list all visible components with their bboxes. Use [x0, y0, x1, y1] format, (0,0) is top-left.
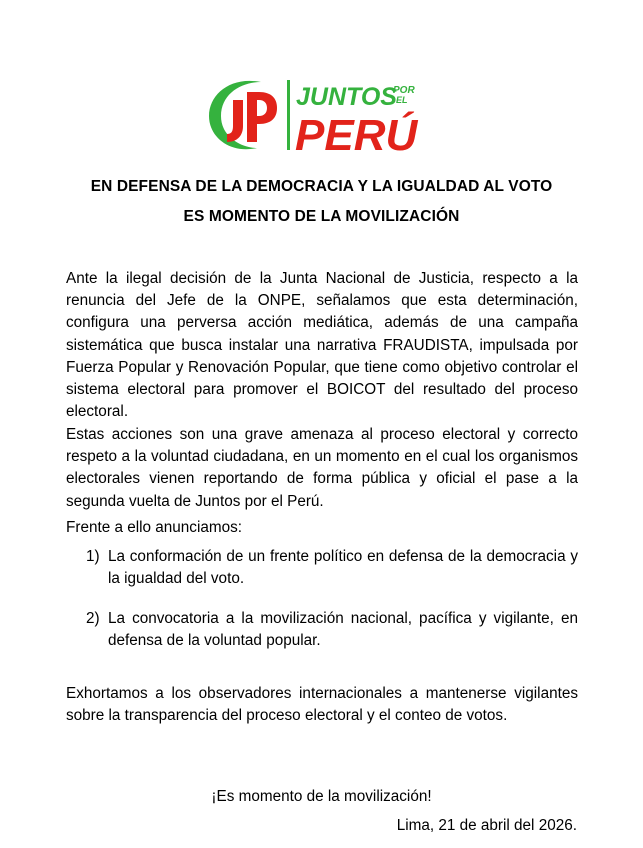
- list-item-number: 1): [86, 548, 100, 565]
- paragraph-2: Estas acciones son una grave amenaza al proceso electoral y correcto respeto a la voluntad ciudadana, en un momento en el cual los organismos electorales vienen reportando de forma pública y oficial el pase a la segunda vuelta de Juntos por el Perú.: [66, 426, 578, 510]
- title-line-1: EN DEFENSA DE LA DEMOCRACIA Y LA IGUALDAD AL VOTO: [90, 178, 553, 195]
- paragraph-3: Frente a ello anunciamos:: [66, 519, 243, 536]
- title-line-2: ES MOMENTO DE LA MOVILIZACIÓN: [183, 208, 460, 225]
- paragraph-1: Ante la ilegal decisión de la Junta Nacional de Justicia, respecto a la renuncia del Jefe de la ONPE, señalamos que esta determinación, configura una perversa acción mediática, además de una campaña sistemática que busca instalar una narrativa FRAUDISTA, impulsada por Fuerza Popular y Renovación Popular, que tiene como objetivo controlar el sistema electoral para promover el BOICOT del resultado del proceso electoral.: [66, 270, 578, 421]
- date-line: Lima, 21 de abril del 2026.: [396, 817, 577, 834]
- logo-text-el: EL: [396, 95, 408, 105]
- logo-p-shape: [247, 92, 277, 142]
- logo-text-peru: PERÚ: [295, 111, 418, 156]
- logo-text-juntos: JUNTOS: [296, 83, 397, 111]
- list-item-text: La convocatoria a la movilización nacional, pacífica y vigilante, en defensa de la voluntad popular.: [108, 610, 578, 650]
- closing-slogan: ¡Es momento de la movilización!: [211, 788, 432, 805]
- logo-text-por: POR: [393, 85, 415, 96]
- party-logo: [203, 72, 439, 156]
- logo-j-shape: [227, 100, 243, 142]
- logo-divider: [287, 80, 290, 150]
- list-item-number: 2): [86, 610, 100, 627]
- list-item: [86, 608, 578, 652]
- list-item-text: La conformación de un frente político en defensa de la democracia y la igualdad del voto.: [108, 548, 578, 588]
- list-item: [86, 546, 578, 590]
- paragraph-final: Exhortamos a los observadores internacionales a mantenerse vigilantes sobre la transparencia del proceso electoral y el conteo de votos.: [66, 685, 578, 725]
